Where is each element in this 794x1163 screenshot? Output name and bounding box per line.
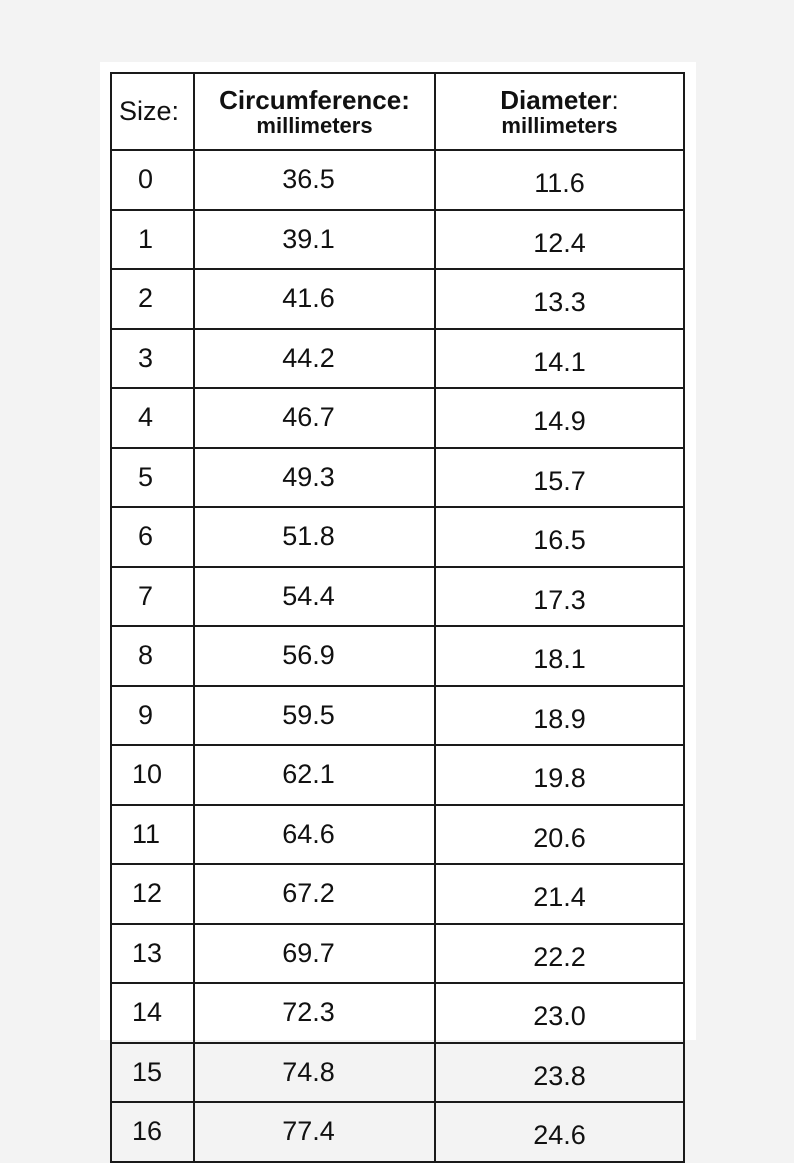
circumference-cell: 51.8 [194,507,435,567]
circumference-cell: 41.6 [194,269,435,329]
diameter-cell: 11.6 [435,150,684,210]
diameter-cell: 18.1 [435,626,684,686]
size-cell: 0 [111,150,194,210]
size-cell: 2 [111,269,194,329]
ring-size-table [110,72,685,1163]
table-row [111,269,684,329]
header-row [111,73,684,150]
diameter-column-header [435,73,684,150]
circumference-cell: 39.1 [194,210,435,270]
table-row [111,210,684,270]
diameter-header-colon: : [611,84,619,115]
table-row [111,805,684,865]
size-column-header [111,73,194,150]
diameter-header-label: Diameter [500,84,612,115]
table-row [111,1102,684,1162]
circumference-cell: 44.2 [194,329,435,389]
table-row [111,150,684,210]
size-cell: 15 [111,1043,194,1103]
table-row [111,864,684,924]
circumference-cell: 46.7 [194,388,435,448]
size-cell: 9 [111,686,194,746]
table-row [111,388,684,448]
table-row [111,626,684,686]
circumference-cell: 56.9 [194,626,435,686]
circumference-header-label: Circumference: [219,84,410,115]
circumference-unit-label: millimeters [256,112,373,138]
diameter-cell: 18.9 [435,686,684,746]
table-row [111,983,684,1043]
size-cell: 13 [111,924,194,984]
circumference-cell: 54.4 [194,567,435,627]
size-cell: 8 [111,626,194,686]
diameter-cell: 23.0 [435,983,684,1043]
size-cell: 4 [111,388,194,448]
size-cell: 10 [111,745,194,805]
circumference-cell: 77.4 [194,1102,435,1162]
circumference-cell: 67.2 [194,864,435,924]
table-body [111,150,684,1162]
table-row [111,686,684,746]
table-row [111,924,684,984]
size-cell: 16 [111,1102,194,1162]
diameter-cell: 24.6 [435,1102,684,1162]
circumference-cell: 69.7 [194,924,435,984]
size-cell: 14 [111,983,194,1043]
diameter-header-wrap [436,86,683,114]
size-cell: 3 [111,329,194,389]
diameter-cell: 20.6 [435,805,684,865]
circumference-cell: 72.3 [194,983,435,1043]
circumference-cell: 62.1 [194,745,435,805]
size-cell: 6 [111,507,194,567]
diameter-cell: 15.7 [435,448,684,508]
diameter-cell: 12.4 [435,210,684,270]
diameter-cell: 23.8 [435,1043,684,1103]
size-cell: 1 [111,210,194,270]
table-row [111,567,684,627]
diameter-cell: 14.1 [435,329,684,389]
circumference-column-header [194,73,435,150]
diameter-cell: 14.9 [435,388,684,448]
circumference-cell: 36.5 [194,150,435,210]
table-row [111,1043,684,1103]
size-cell: 12 [111,864,194,924]
table-row [111,507,684,567]
diameter-cell: 17.3 [435,567,684,627]
size-cell: 11 [111,805,194,865]
table-row [111,329,684,389]
table-row [111,745,684,805]
size-header-label: Size: [119,96,180,126]
size-cell: 7 [111,567,194,627]
circumference-cell: 59.5 [194,686,435,746]
diameter-unit-label: millimeters [501,112,618,138]
circumference-cell: 64.6 [194,805,435,865]
circumference-cell: 74.8 [194,1043,435,1103]
diameter-cell: 22.2 [435,924,684,984]
diameter-cell: 19.8 [435,745,684,805]
size-cell: 5 [111,448,194,508]
diameter-cell: 13.3 [435,269,684,329]
diameter-cell: 16.5 [435,507,684,567]
table-row [111,448,684,508]
diameter-cell: 21.4 [435,864,684,924]
circumference-cell: 49.3 [194,448,435,508]
